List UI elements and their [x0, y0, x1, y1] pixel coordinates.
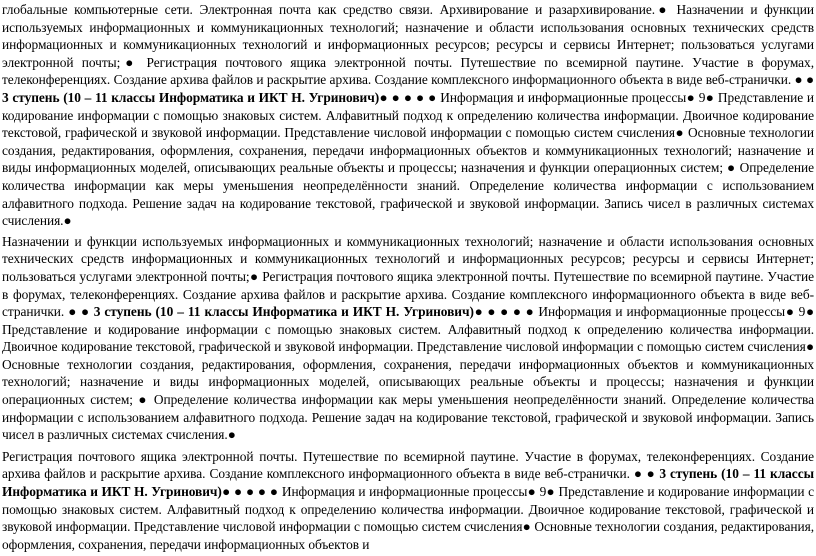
- paragraph-3: [2, 448, 814, 554]
- paragraph-3-heading: ● ● 3 ступень (10 – 11 классы Информатика и ИКТ Н. Угринович)● ● ● ● ●: [2, 466, 814, 500]
- paragraph-1: [2, 1, 814, 230]
- paragraph-1-text-2: Информация и информационные процессы● 9● Представление и кодирование информации с помощью знаковых систем. Алфавитный подход к определению количества информации. Двоичное кодирование текстовой, графической и звуковой информации. Представление числовой информации с помощью систем счисления● Основные технологии создания, редактирования, оформления, сохранения, передачи информационных объектов и коммуникационных технологий; назначение и виды информационных моделей, описывающих реальные объекты и процессы; назначения и функции операционных систем; ● Определение количества информации как меры уменьшения неопределённости знаний. Определение количества информации с использованием алфавитного подхода. Решение задач на кодирование текстовой, графической и звуковой информации. Запись чисел в различных системах счисления.●: [2, 89, 814, 229]
- paragraph-1-text-1: глобальные компьютерные сети. Электронная почта как средство связи. Архивирование и разархивирование.● Назначении и функции используемых информационных и коммуникационных технологий; назначение и области использования основных технических средств информационных и коммуникационных технологий и информационных ресурсов; ресурсы и сервисы Интернет; пользоваться услугами электронной почты;● Регистрация почтового ящика электронной почты. Путешествие по всемирной паутине. Участие в форумах, телеконференциях. Создание архива файлов и раскрытие архива. Создание комплексного информационного объекта в виде веб-странички.: [2, 2, 814, 88]
- paragraph-3-text-1: Регистрация почтового ящика электронной почты. Путешествие по всемирной паутине. Участие в форумах, телеконференциях. Создание архива файлов и раскрытие архива. Создание комплексного информационного объекта в виде веб-странички.: [2, 448, 814, 482]
- document-body: [2, 1, 814, 556]
- paragraph-2-heading: ● ● 3 ступень (10 – 11 классы Информатика и ИКТ Н. Угринович)● ● ● ● ●: [68, 304, 535, 320]
- paragraph-2: [2, 233, 814, 444]
- paragraph-2-text-1: Назначении и функции используемых информационных и коммуникационных технологий; назначение и области использования основных технических средств информационных и коммуникационных технологий и информационных ресурсов; ресурсы и сервисы Интернет; пользоваться услугами электронной почты;● Регистрация почтового ящика электронной почты. Путешествие по всемирной паутине. Участие в форумах, телеконференциях. Создание архива файлов и раскрытие архива. Создание комплексного информационного объекта в виде веб-странички.: [2, 233, 814, 320]
- paragraph-3-text-2: Информация и информационные процессы● 9● Представление и кодирование информации с помощью знаковых систем. Алфавитный подход к определению количества информации. Двоичное кодирование текстовой, графической и звуковой информации. Представление числовой информации с помощью систем счисления● Основные технологии создания, редактирования, оформления, сохранения, передачи информационных объектов и: [2, 484, 814, 552]
- paragraph-1-heading: ● ● 3 ступень (10 – 11 классы Информатика и ИКТ Н. Угринович)● ● ● ● ●: [2, 72, 814, 105]
- paragraph-2-text-2: Информация и информационные процессы● 9● Представление и кодирование информации с помощью знаковых систем. Алфавитный подход к определению количества информации. Двоичное кодирование текстовой, графической и звуковой информации. Представление числовой информации с помощью систем счисления● Основные технологии создания, редактирования, оформления, сохранения, передачи информационных объектов и коммуникационных технологий; назначение и виды информационных моделей, описывающих реальные объекты и процессы; назначения и функции операционных систем; ● Определение количества информации как меры уменьшения неопределённости знаний. Определение количества информации с использованием алфавитного подхода. Решение задач на кодирование текстовой, графической и звуковой информации. Запись чисел в различных системах счисления.●: [2, 304, 814, 443]
